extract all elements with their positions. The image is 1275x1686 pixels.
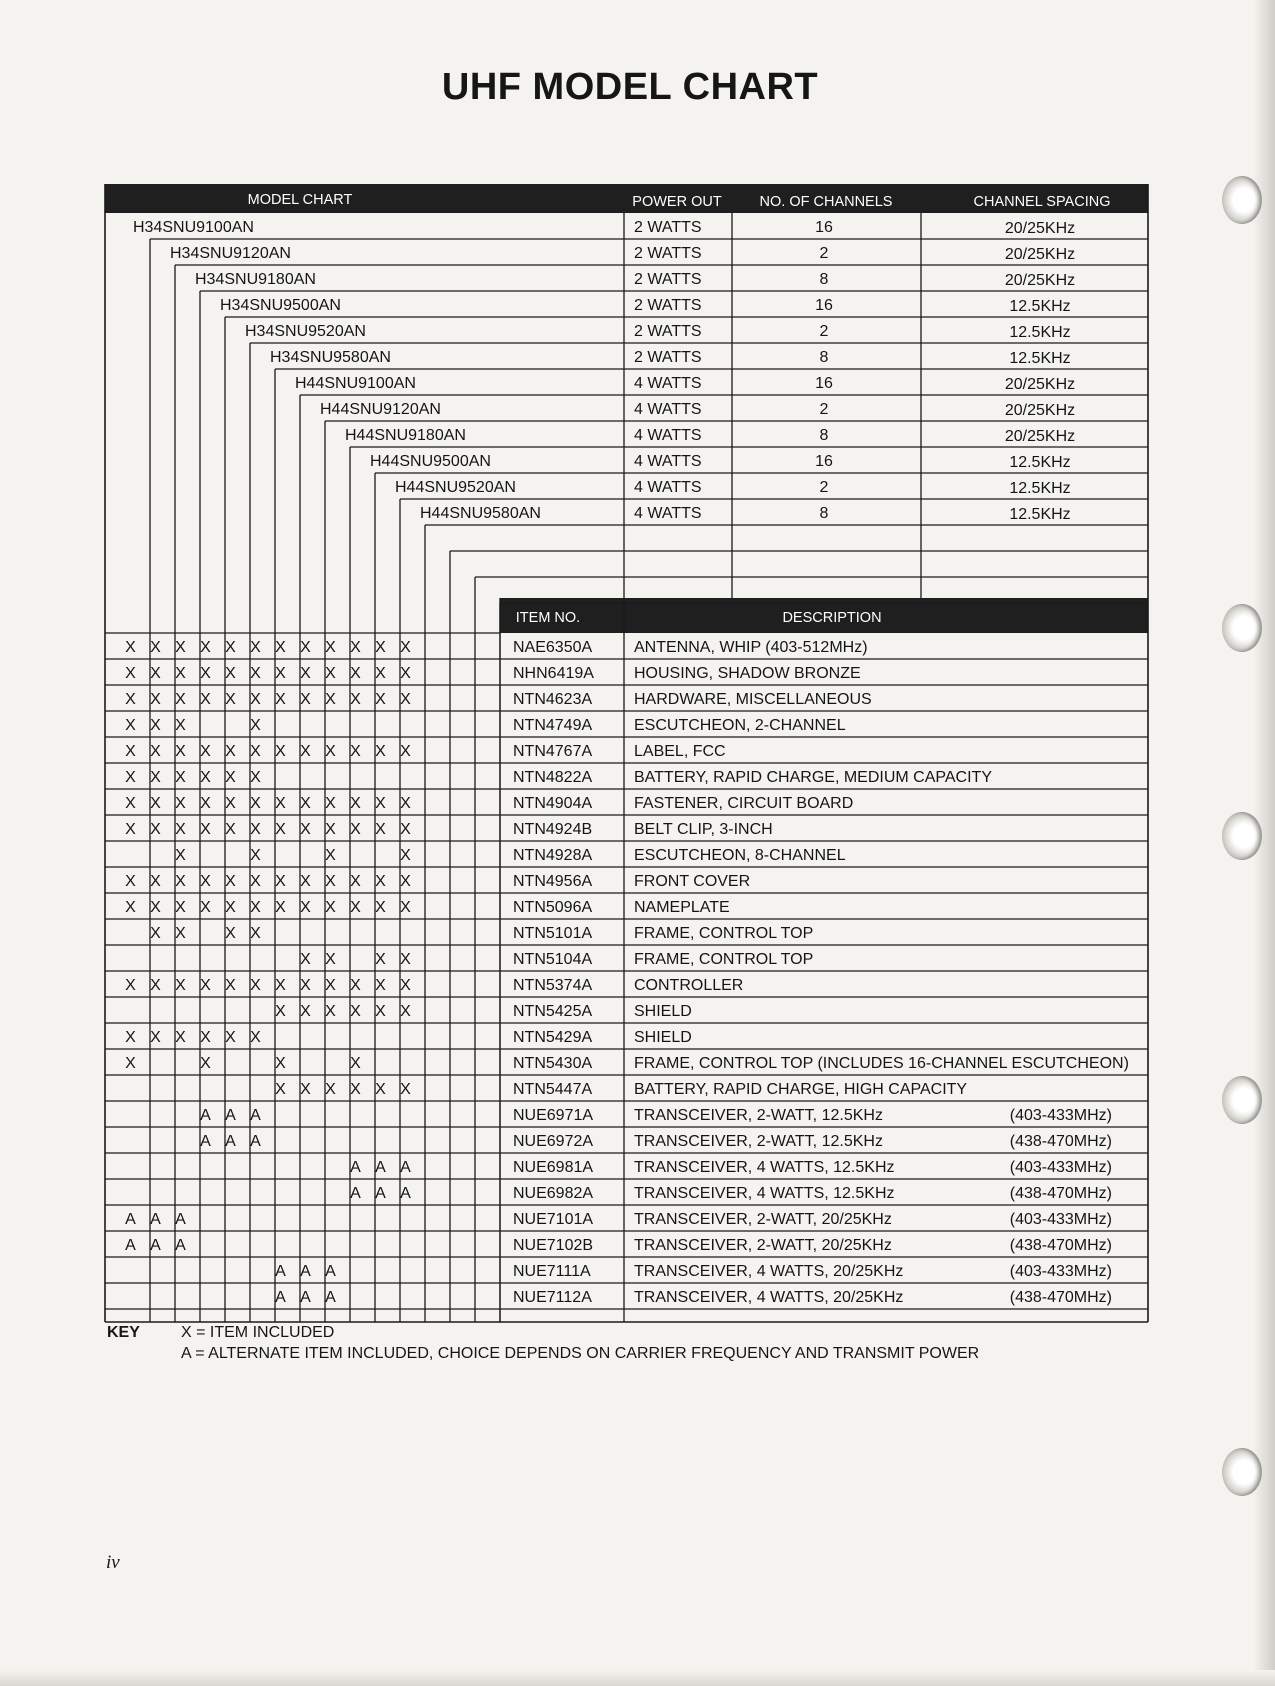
item-description: SHIELD [634,1029,692,1046]
item-mark: X [175,899,186,916]
header-power-out: POWER OUT [632,194,722,210]
power-out-value: 2 WATTS [634,271,702,288]
item-mark: A [150,1237,161,1254]
header-no-of-channels: NO. OF CHANNELS [759,194,893,210]
item-number: NTN5425A [513,1003,593,1020]
item-mark: X [225,873,236,890]
item-number: NHN6419A [513,665,594,682]
item-number: NTN5429A [513,1029,593,1046]
item-mark: X [175,691,186,708]
item-number: NTN4822A [513,769,593,786]
channel-spacing-value: 20/25KHz [1004,220,1076,237]
item-mark: X [175,925,186,942]
item-mark: X [175,1029,186,1046]
item-description: TRANSCEIVER, 2-WATT, 12.5KHz [634,1107,883,1124]
item-number: NTN5096A [513,899,593,916]
item-mark: X [300,691,311,708]
item-description: TRANSCEIVER, 4 WATTS, 20/25KHz [634,1289,904,1306]
item-mark: X [150,977,161,994]
model-name: H44SNU9500AN [370,453,491,470]
channel-spacing-value: 12.5KHz [1009,298,1071,315]
item-mark: X [325,977,336,994]
power-out-value: 2 WATTS [634,245,702,262]
item-number: NTN4904A [513,795,593,812]
item-mark: A [200,1133,211,1150]
item-mark: A [350,1159,361,1176]
model-name: H44SNU9180AN [345,427,466,444]
item-mark: X [250,665,261,682]
item-number: NUE7112A [513,1289,592,1306]
item-mark: X [275,899,286,916]
item-mark: X [275,639,286,656]
item-mark: X [300,1003,311,1020]
item-mark: X [125,795,136,812]
item-mark: X [325,1003,336,1020]
item-mark: X [275,1055,286,1072]
channel-spacing-value: 12.5KHz [1009,350,1071,367]
channel-spacing-value: 12.5KHz [1009,324,1071,341]
item-frequency: (438-470MHz) [1009,1289,1112,1306]
item-mark: X [400,951,411,968]
item-mark: A [400,1185,411,1202]
item-mark: A [225,1133,236,1150]
item-mark: A [300,1263,311,1280]
item-mark: X [325,795,336,812]
item-number: NTN4928A [513,847,593,864]
item-mark: X [250,743,261,760]
power-out-value: 4 WATTS [634,427,702,444]
channel-count-value: 2 [819,245,829,262]
item-mark: X [175,977,186,994]
item-mark: A [375,1185,386,1202]
item-frequency: (438-470MHz) [1009,1133,1112,1150]
item-mark: X [150,639,161,656]
item-mark: A [250,1107,261,1124]
item-description: TRANSCEIVER, 2-WATT, 20/25KHz [634,1237,892,1254]
power-out-value: 4 WATTS [634,479,702,496]
item-mark: X [400,821,411,838]
item-mark: X [250,899,261,916]
item-number: NTN5104A [513,951,593,968]
item-mark: X [300,899,311,916]
item-mark: X [200,769,211,786]
item-mark: A [375,1159,386,1176]
item-number: NTN4623A [513,691,593,708]
item-mark: X [350,1003,361,1020]
item-mark: X [400,899,411,916]
item-mark: X [275,743,286,760]
item-mark: X [275,977,286,994]
item-description: ESCUTCHEON, 8-CHANNEL [634,847,846,864]
item-mark: X [200,795,211,812]
item-mark: X [400,743,411,760]
item-mark: X [325,899,336,916]
model-name: H44SNU9580AN [420,505,541,522]
channel-spacing-value: 12.5KHz [1009,506,1071,523]
channel-count-value: 8 [819,427,829,444]
item-mark: X [125,639,136,656]
item-mark: A [250,1133,261,1150]
power-out-value: 2 WATTS [634,323,702,340]
item-mark: X [125,821,136,838]
item-number: NTN4767A [513,743,593,760]
item-mark: X [200,665,211,682]
channel-spacing-value: 20/25KHz [1004,428,1076,445]
item-mark: X [125,691,136,708]
item-frequency: (403-433MHz) [1009,1263,1112,1280]
item-mark: X [175,873,186,890]
item-mark: X [150,743,161,760]
item-number: NUE7102B [513,1237,594,1254]
item-description: TRANSCEIVER, 2-WATT, 20/25KHz [634,1211,892,1228]
item-description: FASTENER, CIRCUIT BOARD [634,795,854,812]
item-mark: X [350,743,361,760]
item-mark: X [325,743,336,760]
item-mark: X [300,743,311,760]
item-mark: A [125,1237,136,1254]
model-name: H34SNU9520AN [245,323,366,340]
item-description: HARDWARE, MISCELLANEOUS [634,691,872,708]
channel-count-value: 2 [819,479,829,496]
item-mark: X [200,899,211,916]
item-number: NUE6981A [513,1159,594,1176]
channel-count-value: 16 [815,453,833,470]
model-name: H34SNU9180AN [195,271,316,288]
item-mark: X [400,665,411,682]
item-mark: X [300,977,311,994]
channel-spacing-value: 12.5KHz [1009,480,1071,497]
item-mark: X [200,873,211,890]
item-mark: X [125,717,136,734]
item-mark: X [300,639,311,656]
item-mark: X [375,743,386,760]
item-mark: X [350,665,361,682]
item-mark: X [250,795,261,812]
item-mark: A [175,1237,186,1254]
item-mark: X [325,821,336,838]
item-mark: A [175,1211,186,1228]
channel-count-value: 16 [815,375,833,392]
header-model-chart: MODEL CHART [247,192,353,208]
power-out-value: 4 WATTS [634,453,702,470]
item-number: NUE6972A [513,1133,594,1150]
power-out-value: 4 WATTS [634,401,702,418]
power-out-value: 4 WATTS [634,505,702,522]
channel-count-value: 16 [815,297,833,314]
item-description: BATTERY, RAPID CHARGE, MEDIUM CAPACITY [634,769,992,786]
item-mark: A [125,1211,136,1228]
item-mark: X [175,665,186,682]
item-mark: X [350,691,361,708]
item-description: BELT CLIP, 3-INCH [634,821,773,838]
item-mark: X [300,665,311,682]
item-mark: X [375,795,386,812]
item-mark: X [150,665,161,682]
key-x-definition: X = ITEM INCLUDED [181,1324,335,1341]
item-mark: X [300,795,311,812]
item-number: NUE6982A [513,1185,594,1202]
item-mark: X [375,639,386,656]
item-mark: X [250,691,261,708]
item-description: SHIELD [634,1003,692,1020]
item-number: NTN4956A [513,873,593,890]
channel-count-value: 8 [819,271,829,288]
item-description: FRAME, CONTROL TOP (INCLUDES 16-CHANNEL ESCUTCHEON) [634,1055,1129,1072]
key-a-definition: A = ALTERNATE ITEM INCLUDED, CHOICE DEPENDS ON CARRIER FREQUENCY AND TRANSMIT POWER [181,1345,980,1362]
item-description: TRANSCEIVER, 4 WATTS, 20/25KHz [634,1263,904,1280]
item-mark: X [225,691,236,708]
item-mark: X [325,1081,336,1098]
item-frequency: (403-433MHz) [1009,1159,1112,1176]
item-mark: X [250,1029,261,1046]
item-mark: X [150,873,161,890]
item-mark: X [225,977,236,994]
item-mark: X [175,639,186,656]
item-description: LABEL, FCC [634,743,726,760]
item-description: ESCUTCHEON, 2-CHANNEL [634,717,846,734]
item-mark: X [350,795,361,812]
channel-spacing-value: 12.5KHz [1009,454,1071,471]
item-mark: X [275,691,286,708]
item-number: NUE7111A [513,1263,591,1280]
power-out-value: 2 WATTS [634,219,702,236]
item-mark: X [125,1029,136,1046]
item-frequency: (438-470MHz) [1009,1185,1112,1202]
model-name: H44SNU9100AN [295,375,416,392]
item-mark: X [150,821,161,838]
item-description: BATTERY, RAPID CHARGE, HIGH CAPACITY [634,1081,968,1098]
item-mark: X [225,769,236,786]
item-mark: X [125,977,136,994]
item-mark: X [275,1081,286,1098]
item-mark: X [400,1081,411,1098]
item-mark: X [400,873,411,890]
item-mark: X [300,873,311,890]
item-mark: A [200,1107,211,1124]
item-description: TRANSCEIVER, 4 WATTS, 12.5KHz [634,1185,895,1202]
item-mark: X [200,1029,211,1046]
item-mark: X [150,769,161,786]
item-mark: X [375,1003,386,1020]
item-mark: A [350,1185,361,1202]
item-mark: X [350,1055,361,1072]
item-description: CONTROLLER [634,977,744,994]
model-name: H44SNU9520AN [395,479,516,496]
item-mark: X [400,795,411,812]
header-item-no: ITEM NO. [515,610,581,626]
item-mark: X [300,1081,311,1098]
item-mark: X [225,639,236,656]
item-mark: X [325,847,336,864]
header-channel-spacing: CHANNEL SPACING [973,194,1111,210]
item-mark: X [400,847,411,864]
item-mark: X [175,743,186,760]
item-mark: X [275,1003,286,1020]
item-description: TRANSCEIVER, 2-WATT, 12.5KHz [634,1133,883,1150]
item-mark: X [250,639,261,656]
item-mark: X [200,821,211,838]
item-mark: X [125,743,136,760]
item-mark: X [200,743,211,760]
item-mark: X [200,691,211,708]
item-mark: X [350,821,361,838]
item-mark: X [225,821,236,838]
item-mark: X [125,1055,136,1072]
model-name: H34SNU9580AN [270,349,391,366]
item-frequency: (403-433MHz) [1009,1211,1112,1228]
item-mark: X [250,873,261,890]
item-mark: X [200,977,211,994]
item-mark: X [250,821,261,838]
item-mark: X [175,717,186,734]
item-mark: X [150,925,161,942]
item-mark: X [350,873,361,890]
item-mark: A [225,1107,236,1124]
item-mark: X [400,691,411,708]
item-mark: A [150,1211,161,1228]
item-mark: X [300,951,311,968]
item-mark: X [150,691,161,708]
item-mark: X [250,977,261,994]
item-mark: X [375,977,386,994]
item-mark: X [125,665,136,682]
item-mark: X [350,1081,361,1098]
item-mark: X [375,1081,386,1098]
item-mark: X [225,743,236,760]
item-mark: X [325,639,336,656]
item-mark: X [275,665,286,682]
item-mark: X [175,769,186,786]
key-label: KEY [107,1324,140,1341]
item-mark: A [400,1159,411,1176]
model-name: H34SNU9120AN [170,245,291,262]
item-number: NUE7101A [513,1211,594,1228]
item-mark: X [250,717,261,734]
channel-spacing-value: 20/25KHz [1004,272,1076,289]
item-mark: X [225,1029,236,1046]
item-mark: X [250,769,261,786]
item-mark: X [150,795,161,812]
item-mark: X [400,1003,411,1020]
item-mark: X [325,873,336,890]
power-out-value: 2 WATTS [634,349,702,366]
model-name: H34SNU9100AN [133,219,254,236]
item-number: NUE6971A [513,1107,594,1124]
item-number: NTN5101A [513,925,593,942]
item-mark: X [125,769,136,786]
item-number: NTN5430A [513,1055,593,1072]
power-out-value: 4 WATTS [634,375,702,392]
item-frequency: (403-433MHz) [1009,1107,1112,1124]
item-mark: X [200,639,211,656]
item-frequency: (438-470MHz) [1009,1237,1112,1254]
item-mark: A [275,1263,286,1280]
item-number: NTN5374A [513,977,593,994]
item-number: NAE6350A [513,639,593,656]
item-description: NAMEPLATE [634,899,730,916]
header-description: DESCRIPTION [782,610,882,626]
channel-count-value: 2 [819,323,829,340]
item-mark: X [225,795,236,812]
item-mark: X [200,1055,211,1072]
item-mark: X [275,795,286,812]
channel-spacing-value: 20/25KHz [1004,402,1076,419]
item-mark: X [225,899,236,916]
item-description: TRANSCEIVER, 4 WATTS, 12.5KHz [634,1159,895,1176]
item-mark: X [125,899,136,916]
item-mark: X [275,873,286,890]
item-description: FRONT COVER [634,873,751,890]
item-description: FRAME, CONTROL TOP [634,951,814,968]
channel-spacing-value: 20/25KHz [1004,376,1076,393]
model-name: H44SNU9120AN [320,401,441,418]
item-mark: A [325,1263,336,1280]
channel-count-value: 8 [819,505,829,522]
model-name: H34SNU9500AN [220,297,341,314]
channel-count-value: 8 [819,349,829,366]
item-mark: X [350,639,361,656]
item-mark: X [325,665,336,682]
item-mark: X [325,691,336,708]
item-number: NTN5447A [513,1081,593,1098]
item-mark: X [400,977,411,994]
item-mark: X [225,925,236,942]
item-description: ANTENNA, WHIP (403-512MHz) [634,639,868,656]
item-mark: X [150,1029,161,1046]
item-mark: X [175,795,186,812]
item-mark: X [250,847,261,864]
item-mark: X [350,899,361,916]
item-description: HOUSING, SHADOW BRONZE [634,665,861,682]
item-mark: A [325,1289,336,1306]
item-number: NTN4924B [513,821,593,838]
item-mark: X [375,665,386,682]
item-mark: X [125,873,136,890]
item-mark: X [375,873,386,890]
channel-count-value: 16 [815,219,833,236]
item-mark: X [300,821,311,838]
item-mark: A [300,1289,311,1306]
item-mark: X [175,847,186,864]
item-mark: X [325,951,336,968]
item-mark: X [175,821,186,838]
channel-spacing-value: 20/25KHz [1004,246,1076,263]
item-mark: X [400,639,411,656]
item-mark: X [225,665,236,682]
item-mark: X [250,925,261,942]
channel-count-value: 2 [819,401,829,418]
item-number: NTN4749A [513,717,593,734]
power-out-value: 2 WATTS [634,297,702,314]
item-mark: X [350,977,361,994]
page-number: iv [106,1552,120,1573]
item-mark: X [150,717,161,734]
item-mark: X [150,899,161,916]
page-title: UHF MODEL CHART [441,66,819,108]
item-mark: X [375,951,386,968]
item-mark: X [375,899,386,916]
item-description: FRAME, CONTROL TOP [634,925,814,942]
item-mark: X [375,821,386,838]
item-mark: A [275,1289,286,1306]
item-mark: X [375,691,386,708]
item-mark: X [275,821,286,838]
